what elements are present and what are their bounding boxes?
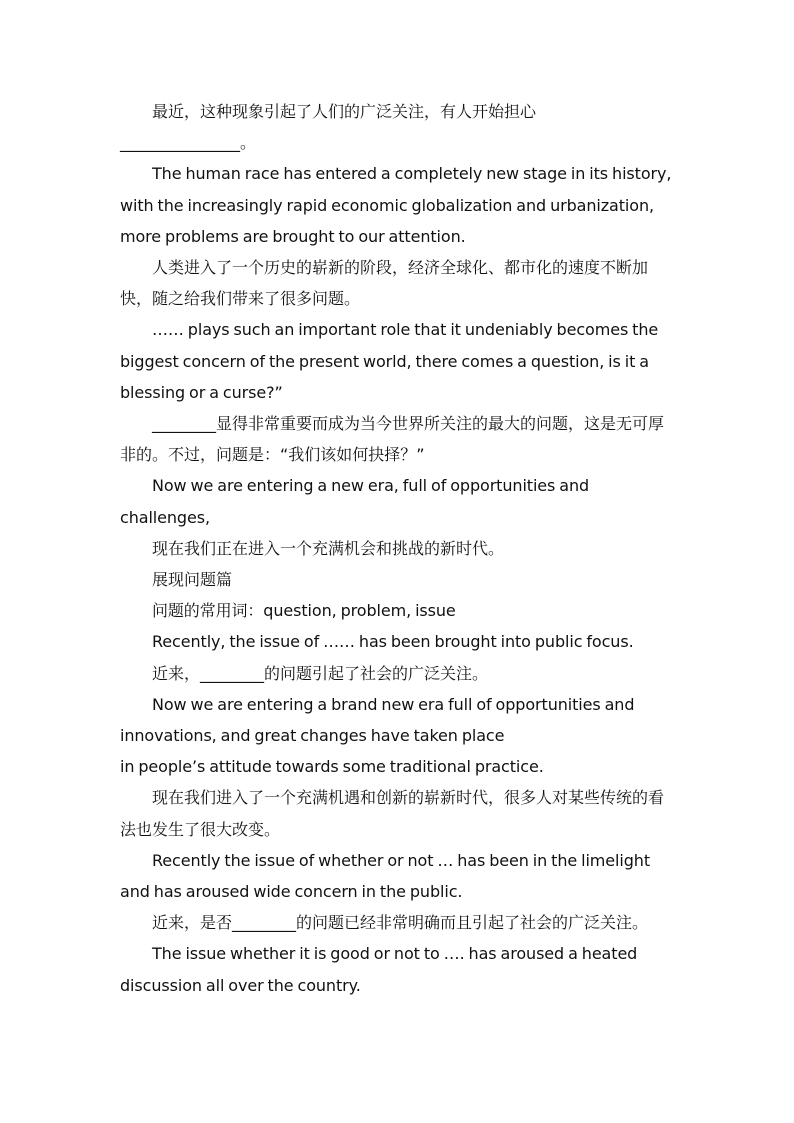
paragraph-15: 现在我们进入了一个充满机遇和创新的崭新时代，很多人对某些传统的看法也发生了很大改变。 (120, 788, 665, 839)
paragraph-5: …… plays such an important role that it undeniably becomes the biggest concern of the present world, there comes a question, is it a blessing or a curse?” (120, 320, 659, 402)
paragraph-18: The issue whether it is good or not to …. has aroused a heated discussion all over the country. (120, 944, 638, 995)
section-heading: 展现问题篇 (152, 570, 233, 590)
paragraph-12: 近来，________的问题引起了社会的广泛关注。 (152, 663, 489, 683)
document-body (120, 96, 676, 1001)
paragraph-1: 最近，这种现象引起了人们的广泛关注，有人开始担心 (152, 102, 537, 121)
paragraph-16: Recently the issue of whether or not … has been in the limelight and has aroused wide concern in the public. (120, 850, 650, 902)
paragraph-2-blank: _______________。 (120, 133, 257, 153)
paragraph-13: Now we are entering a brand new era full of opportunities and innovations, and great changes have taken place (120, 694, 635, 746)
paragraph-6: ________显得非常重要而成为当今世界所关注的最大的问题，这是无可厚非的。不过，问题是：“我们该如何抉择？” (120, 414, 665, 465)
paragraph-14: in people’s attitude towards some traditional practice. (120, 757, 544, 777)
paragraph-4: 人类进入了一个历史的崭新的阶段，经济全球化、都市化的速度不断加快，随之给我们带来了很多问题。 (120, 258, 649, 309)
paragraph-17: 近来，是否________的问题已经非常明确而且引起了社会的广泛关注。 (152, 913, 649, 933)
paragraph-11: Recently, the issue of …… has been brought into public focus. (152, 632, 634, 652)
paragraph-3: The human race has entered a completely new stage in its history, with the increasingly rapid economic globalization and urbanization, more problems are brought to our attention. (120, 164, 672, 246)
paragraph-8: 现在我们正在进入一个充满机会和挑战的新时代。 (152, 538, 505, 558)
paragraph-10: 问题的常用词：question, problem, issue (152, 601, 456, 621)
paragraph-7: Now we are entering a new era, full of opportunities and challenges, (120, 476, 590, 527)
